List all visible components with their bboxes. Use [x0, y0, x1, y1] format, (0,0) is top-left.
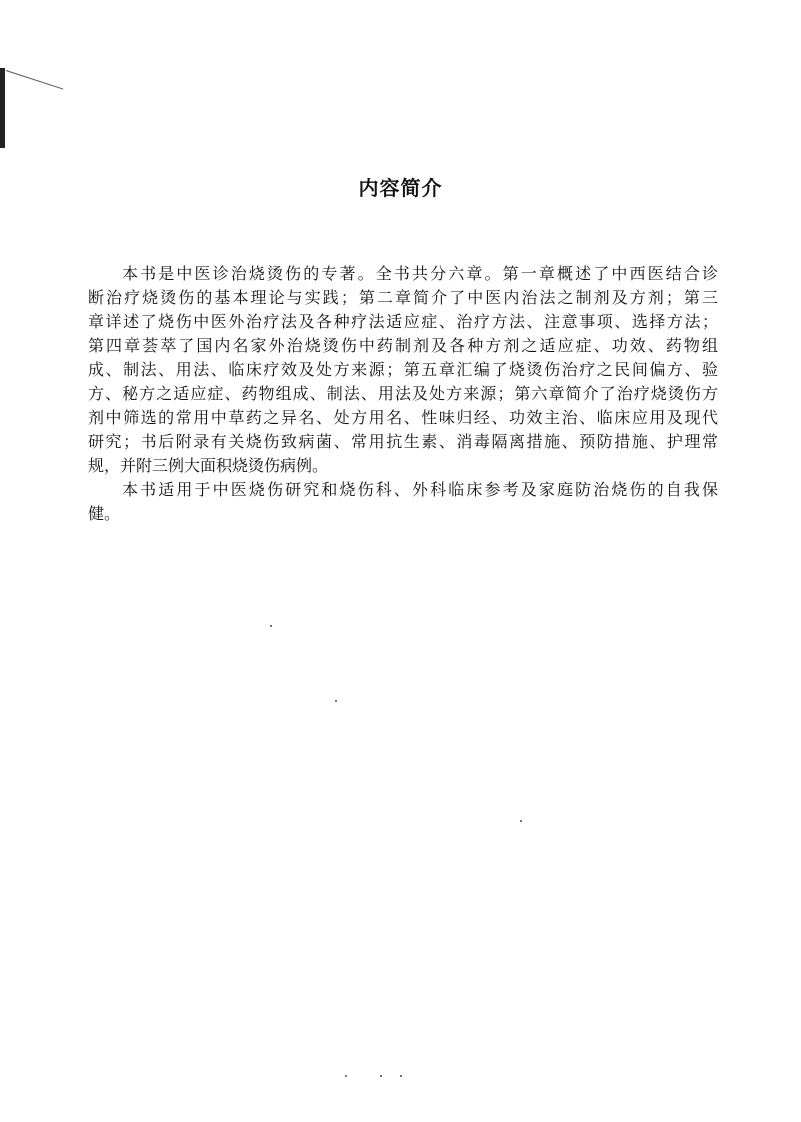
text-line: 规，并附三例大面积烧烫伤病例。 — [88, 456, 329, 475]
page-title: 内容简介 — [358, 176, 443, 200]
scan-speck — [270, 625, 272, 627]
text-line: 健。 — [88, 504, 121, 523]
text-line: 方、秘方之适应症、药物组成、制法、用法及处方来源；第六章简介了治疗烧烫伤方 — [88, 384, 718, 403]
scan-speck — [335, 700, 337, 702]
scan-speck — [380, 1075, 382, 1077]
scan-edge-mark — [0, 68, 5, 148]
text-line: 研究；书后附录有关烧伤致病菌、常用抗生素、消毒隔离措施、预防措施、护理常 — [88, 432, 718, 451]
text-line: 第四章荟萃了国内名家外治烧烫伤中药制剂及各种方剂之适应症、功效、药物组 — [88, 336, 718, 355]
scan-speck — [345, 1075, 347, 1077]
summary-body — [88, 262, 718, 526]
text-line: 章详述了烧伤中医外治疗法及各种疗法适应症、治疗方法、注意事项、选择方法； — [88, 312, 718, 331]
text-line: 本书适用于中医烧伤研究和烧伤科、外科临床参考及家庭防治烧伤的自我保 — [122, 480, 718, 499]
scan-speck — [520, 820, 522, 822]
text-line: 本书是中医诊治烧烫伤的专著。全书共分六章。第一章概述了中西医结合诊 — [122, 264, 718, 283]
text-line: 剂中筛选的常用中草药之异名、处方用名、性味归经、功效主治、临床应用及现代 — [88, 408, 718, 427]
text-line: 成、制法、用法、临床疗效及处方来源；第五章汇编了烧烫伤治疗之民间偏方、验 — [88, 360, 718, 379]
text-line: 断治疗烧烫伤的基本理论与实践；第二章简介了中医内治法之制剂及方剂；第三 — [88, 288, 718, 307]
scan-speck — [400, 1075, 402, 1077]
scan-artifact-line — [6, 70, 63, 89]
